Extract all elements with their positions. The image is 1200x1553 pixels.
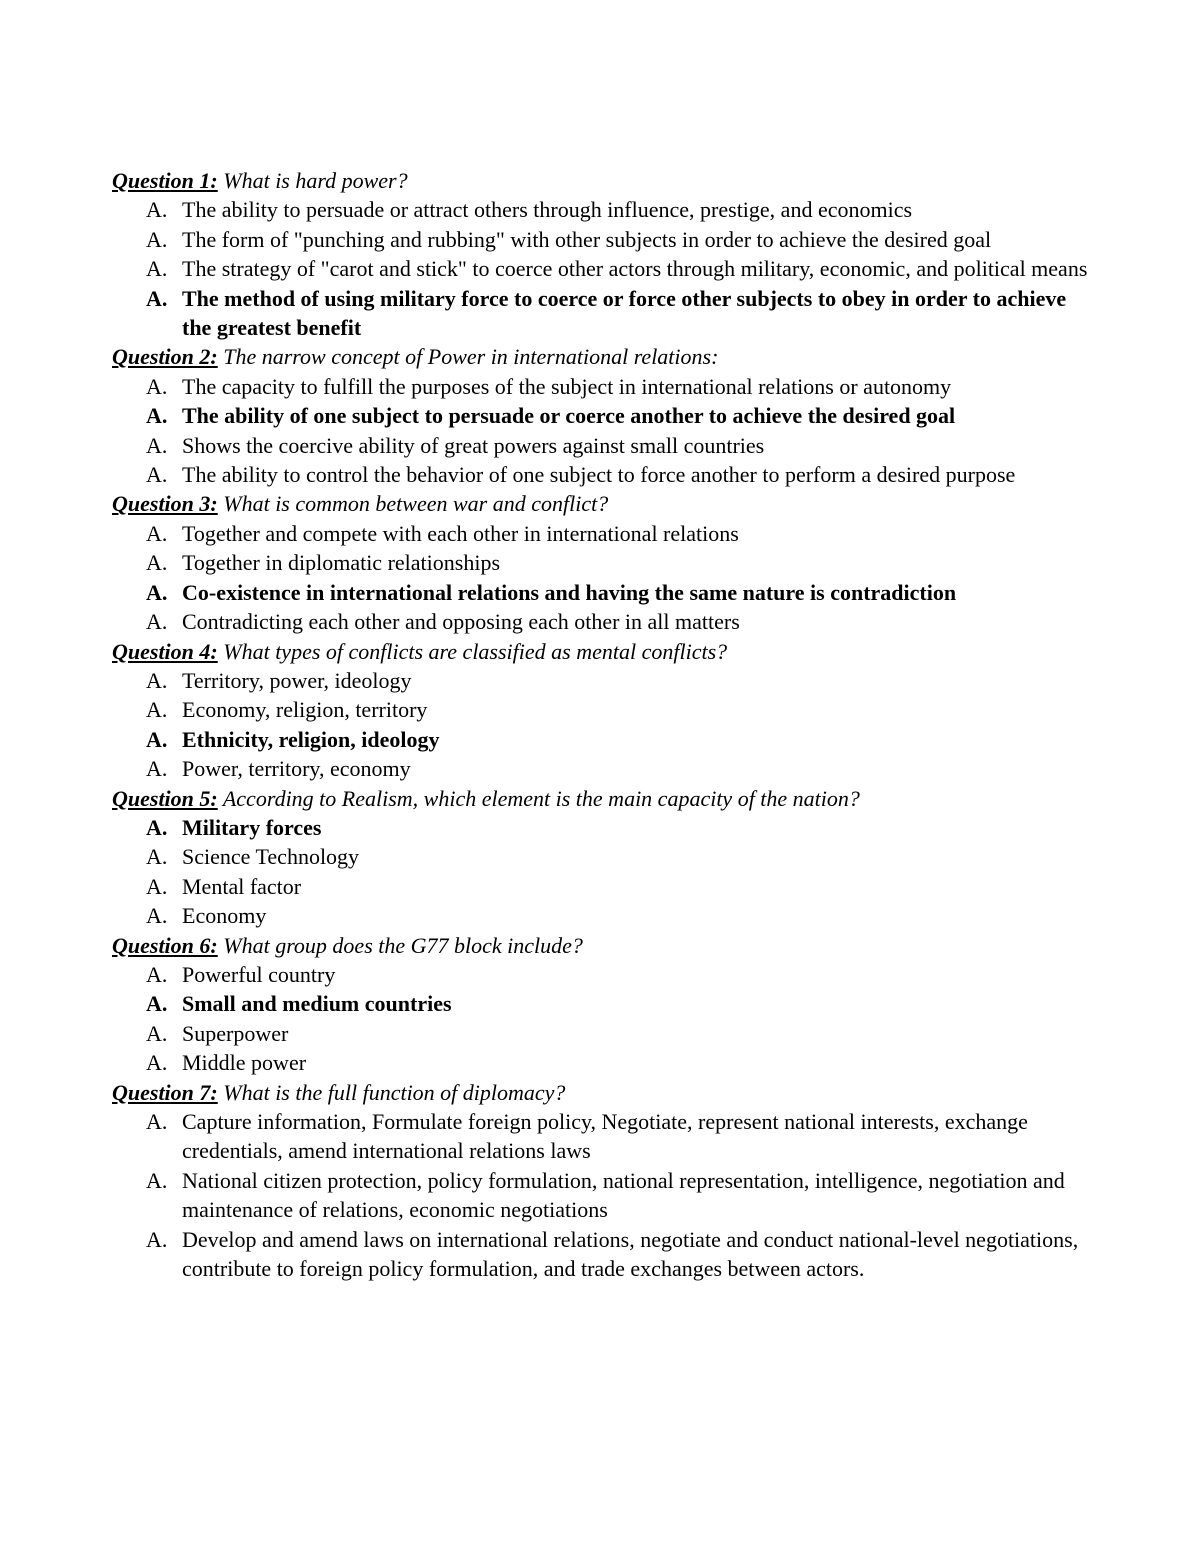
option-marker: A. xyxy=(146,961,168,987)
answer-option xyxy=(112,431,1092,460)
option-text: Co-existence in international relations and having the same nature is contradiction xyxy=(182,579,957,605)
option-text: The strategy of "carot and stick" to coerce other actors through military, economic, and political means xyxy=(182,256,1088,282)
option-marker: A. xyxy=(146,609,168,635)
option-marker: A. xyxy=(146,697,168,723)
option-text: Military forces xyxy=(182,814,322,840)
option-text: Shows the coercive ability of great powers against small countries xyxy=(182,432,765,458)
option-marker: A. xyxy=(146,903,168,929)
answer-option xyxy=(112,842,1092,871)
option-text: Middle power xyxy=(182,1050,307,1076)
option-text: Contradicting each other and opposing each other in all matters xyxy=(182,609,740,635)
question-text: What is the full function of diplomacy? xyxy=(217,1079,566,1105)
option-marker: A. xyxy=(146,1167,168,1193)
option-marker: A. xyxy=(146,1020,168,1046)
answer-options xyxy=(112,372,1092,490)
answer-options xyxy=(112,1107,1092,1283)
option-text: Territory, power, ideology xyxy=(182,667,412,693)
option-text: Capture information, Formulate foreign policy, Negotiate, represent national interests, exchange credentials, amend international relations laws xyxy=(182,1109,1028,1164)
answer-options xyxy=(112,960,1092,1078)
option-text: Powerful country xyxy=(182,961,336,987)
question-heading xyxy=(112,784,1092,813)
option-marker: A. xyxy=(146,814,168,840)
answer-option xyxy=(112,372,1092,401)
option-text: The ability of one subject to persuade or coerce another to achieve the desired goal xyxy=(182,403,956,429)
option-marker: A. xyxy=(146,991,168,1017)
question-label: Question 7: xyxy=(112,1079,218,1105)
option-text: Develop and amend laws on international relations, negotiate and conduct national-level negotiations, contribute to foreign policy formulation, and trade exchanges between actors. xyxy=(182,1226,1079,1282)
option-text: The ability to persuade or attract others through influence, prestige, and economics xyxy=(182,197,913,223)
question-heading xyxy=(112,637,1092,666)
option-marker: A. xyxy=(146,432,168,458)
option-marker: A. xyxy=(146,226,168,252)
option-marker: A. xyxy=(146,373,168,399)
answer-option xyxy=(112,254,1092,283)
question-label: Question 1: xyxy=(112,168,218,193)
question-text: The narrow concept of Power in international relations: xyxy=(217,344,719,370)
question-block xyxy=(112,637,1092,784)
option-text: Together in diplomatic relationships xyxy=(182,550,501,576)
answer-option-correct xyxy=(112,401,1092,430)
question-block xyxy=(112,784,1092,931)
option-text: The method of using military force to coerce or force other subjects to obey in order to achieve the greatest benefit xyxy=(182,285,1067,341)
answer-options xyxy=(112,519,1092,637)
answer-option xyxy=(112,195,1092,224)
option-text: Economy xyxy=(182,903,267,929)
option-text: Science Technology xyxy=(182,844,360,870)
option-text: Mental factor xyxy=(182,873,302,899)
question-block xyxy=(112,931,1092,1078)
answer-options xyxy=(112,666,1092,784)
option-marker: A. xyxy=(146,726,168,752)
answer-option xyxy=(112,460,1092,489)
answer-option-correct xyxy=(112,813,1092,842)
option-marker: A. xyxy=(146,285,168,311)
question-block xyxy=(112,342,1092,489)
answer-option xyxy=(112,225,1092,254)
answer-option-correct xyxy=(112,725,1092,754)
answer-option-correct xyxy=(112,284,1092,343)
question-block xyxy=(112,166,1092,342)
answer-option xyxy=(112,1107,1092,1166)
option-marker: A. xyxy=(146,462,168,488)
question-heading xyxy=(112,342,1092,371)
question-heading xyxy=(112,931,1092,960)
answer-option xyxy=(112,872,1092,901)
answer-option-correct xyxy=(112,578,1092,607)
option-marker: A. xyxy=(146,844,168,870)
question-block xyxy=(112,1078,1092,1284)
option-marker: A. xyxy=(146,1109,168,1134)
answer-option xyxy=(112,1019,1092,1048)
answer-option xyxy=(112,548,1092,577)
answer-options xyxy=(112,195,1092,342)
answer-option xyxy=(112,960,1092,989)
option-text: Economy, religion, territory xyxy=(182,697,428,723)
answer-option xyxy=(112,1048,1092,1077)
question-text: According to Realism, which element is the main capacity of the nation? xyxy=(217,785,860,811)
option-text: The ability to control the behavior of one subject to force another to perform a desired purpose xyxy=(182,462,1016,488)
option-text: National citizen protection, policy formulation, national representation, intelligence, negotiation and maintenance of relations, economic negotiations xyxy=(182,1167,1065,1223)
question-label: Question 2: xyxy=(112,344,218,370)
question-heading xyxy=(112,1078,1092,1107)
option-marker: A. xyxy=(146,256,168,282)
option-marker: A. xyxy=(146,520,168,546)
option-text: Small and medium countries xyxy=(182,991,452,1017)
question-block xyxy=(112,489,1092,636)
option-text: Power, territory, economy xyxy=(182,756,411,782)
option-marker: A. xyxy=(146,667,168,693)
answer-option-correct xyxy=(112,989,1092,1018)
option-marker: A. xyxy=(146,403,168,429)
question-text: What types of conflicts are classified as mental conflicts? xyxy=(217,638,728,664)
option-marker: A. xyxy=(146,1226,168,1252)
question-text: What is common between war and conflict? xyxy=(217,491,609,517)
question-heading xyxy=(112,489,1092,518)
answer-option xyxy=(112,695,1092,724)
option-marker: A. xyxy=(146,756,168,782)
option-marker: A. xyxy=(146,550,168,576)
question-label: Question 6: xyxy=(112,932,218,958)
answer-option xyxy=(112,1225,1092,1284)
question-label: Question 3: xyxy=(112,491,218,517)
question-label: Question 5: xyxy=(112,785,218,811)
answer-option xyxy=(112,901,1092,930)
question-label: Question 4: xyxy=(112,638,218,664)
answer-option xyxy=(112,519,1092,548)
question-heading xyxy=(112,166,1092,195)
option-marker: A. xyxy=(146,197,168,223)
answer-option xyxy=(112,666,1092,695)
option-marker: A. xyxy=(146,1050,168,1076)
answer-option xyxy=(112,754,1092,783)
option-marker: A. xyxy=(146,579,168,605)
option-text: The capacity to fulfill the purposes of the subject in international relations or autonomy xyxy=(182,373,952,399)
answer-option xyxy=(112,607,1092,636)
answer-option xyxy=(112,1166,1092,1225)
option-text: Ethnicity, religion, ideology xyxy=(182,726,440,752)
option-text: The form of "punching and rubbing" with other subjects in order to achieve the desired goal xyxy=(182,226,992,252)
option-text: Together and compete with each other in international relations xyxy=(182,520,739,546)
answer-options xyxy=(112,813,1092,931)
option-marker: A. xyxy=(146,873,168,899)
question-text: What group does the G77 block include? xyxy=(217,932,583,958)
question-text: What is hard power? xyxy=(217,168,408,193)
quiz-content xyxy=(112,166,1092,1283)
option-text: Superpower xyxy=(182,1020,289,1046)
